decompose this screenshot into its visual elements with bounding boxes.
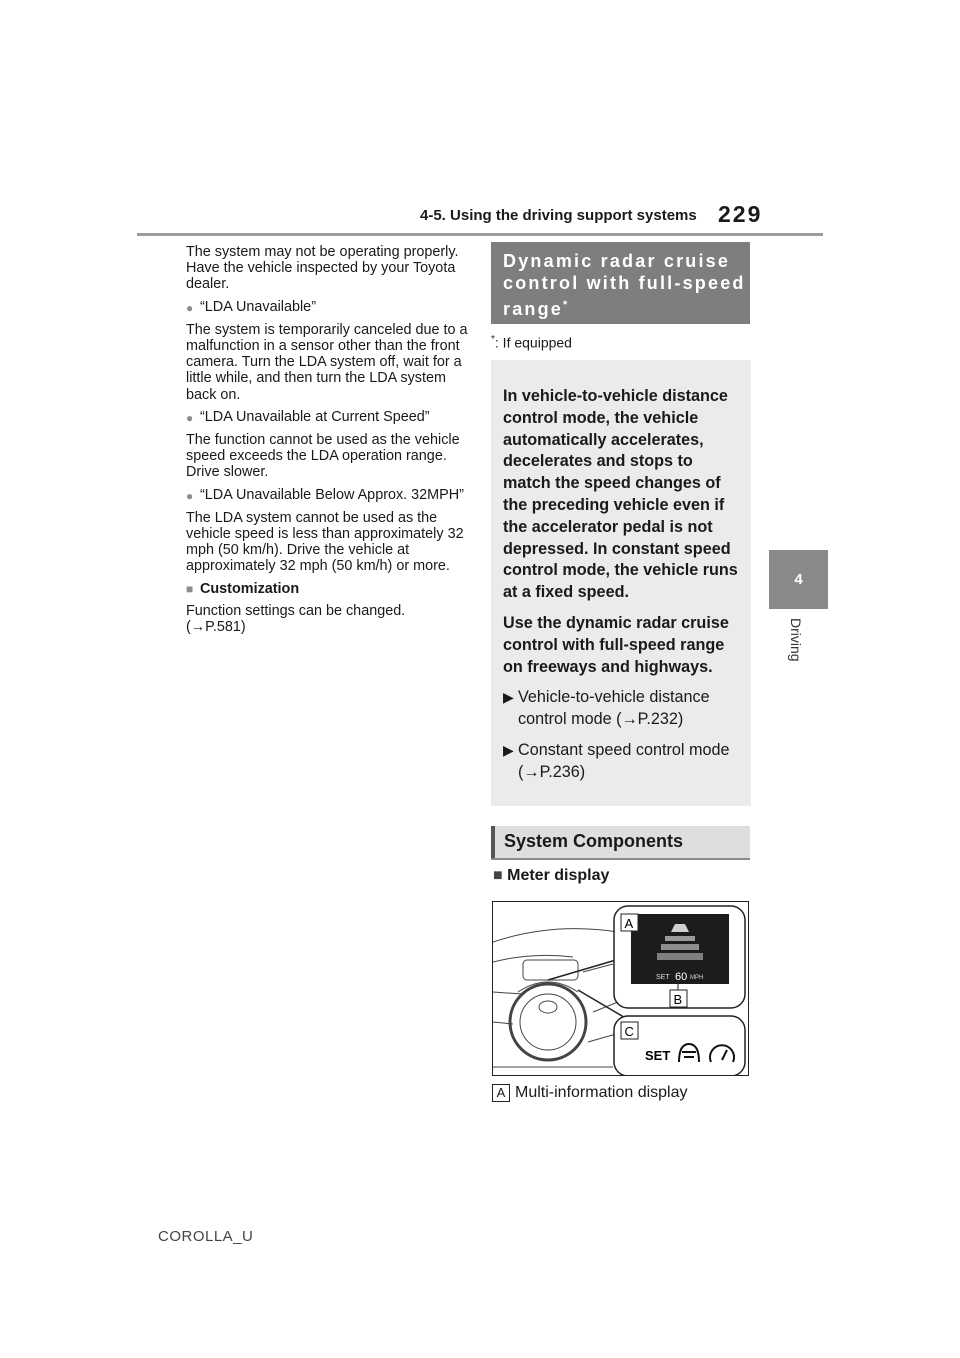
section-heading: Dynamic radar cruise control with full-speed range — [503, 251, 746, 319]
bullet-item — [186, 409, 468, 426]
page-number: 229 — [718, 201, 763, 227]
paragraph-text: Function settings can be changed. — [186, 602, 406, 619]
chapter-label: Driving — [788, 618, 804, 662]
section-heading-box — [491, 242, 750, 324]
paragraph: The system may not be operating properly. Have the vehicle inspected by your Toyota dealer. — [186, 244, 459, 293]
mode-item — [503, 740, 741, 784]
paragraph: The LDA system cannot be used as the vehicle speed is less than approximately 32 mph (50 km/h). Drive the vehicle at approximately 32 mph (50 km/h) or more. — [186, 509, 464, 575]
bullet-dot-icon: ● — [186, 300, 194, 315]
intro-paragraph: In vehicle-to-vehicle distance control mode, the vehicle automatically accelerates, decelerates and stops to match the speed changes of the preceding vehicle even if the accelerator pedal is not depressed. In constant speed control mode, the vehicle runs at a fixed speed. — [503, 387, 738, 602]
figure-caption — [492, 1084, 688, 1102]
label-c: C — [624, 1024, 634, 1039]
footnote-text: : If equipped — [494, 334, 572, 351]
dashboard-illustration — [493, 902, 749, 1076]
bullet-text: “LDA Unavailable at Current Speed” — [200, 408, 430, 425]
footnote — [491, 334, 572, 351]
set-readout: SET — [656, 974, 670, 981]
mode-item-text[interactable]: Constant speed control mode (→P.236) — [518, 740, 730, 781]
section-title: 4-5. Using the driving support systems — [420, 207, 697, 224]
document-code: COROLLA_U — [158, 1228, 254, 1245]
intro-box — [491, 360, 751, 806]
label-a: A — [624, 916, 634, 931]
bullet-text: “LDA Unavailable Below Approx. 32MPH” — [200, 486, 464, 503]
customization-heading — [186, 581, 468, 597]
bullet-dot-icon: ● — [186, 410, 194, 425]
caption-text: Multi-information display — [515, 1084, 688, 1101]
bullet-dot-icon: ● — [186, 488, 194, 503]
page-reference-link[interactable]: (→P.581) — [186, 619, 246, 636]
meter-heading-text: Meter display — [507, 867, 610, 884]
mode-item-text[interactable]: Vehicle-to-vehicle distance control mode (→P.232) — [518, 688, 710, 729]
paragraph: The function cannot be used as the vehicle speed exceeds the LDA operation range. Drive slower. — [186, 432, 460, 481]
paragraph: The system is temporarily canceled due to a malfunction in a sensor other than the front camera. Turn the LDA system off, wait for a little while, and then turn the LDA system back on. — [186, 321, 468, 403]
bullet-item — [186, 487, 468, 504]
bullet-item — [186, 299, 468, 316]
components-heading: System Components — [491, 826, 750, 860]
label-b: B — [673, 992, 683, 1007]
caption-label-box: A — [492, 1084, 510, 1102]
heading-text: Customization — [200, 580, 300, 597]
asterisk-mark: * — [563, 299, 570, 311]
header-divider — [137, 233, 823, 236]
left-column — [186, 244, 468, 635]
chapter-tab: 4 — [769, 550, 828, 609]
triangle-bullet-icon: ▶ — [503, 741, 514, 758]
mode-item — [503, 687, 741, 731]
meter-display-figure — [492, 901, 749, 1076]
square-bullet-icon: ■ — [186, 581, 194, 596]
speed-readout: 60 — [675, 971, 688, 983]
components-heading-rule — [491, 858, 750, 860]
triangle-bullet-icon: ▶ — [503, 689, 514, 706]
paragraph — [186, 603, 468, 635]
speed-unit: MPH — [690, 975, 704, 981]
set-switch-icon: SET — [645, 1048, 671, 1063]
meter-display-heading — [493, 867, 609, 885]
intro-paragraph: Use the dynamic radar cruise control with full-speed range on freeways and highways. — [503, 613, 729, 676]
footnote-mark: * — [491, 334, 495, 345]
square-bullet-icon: ■ — [493, 867, 503, 884]
bullet-text: “LDA Unavailable” — [200, 298, 316, 315]
